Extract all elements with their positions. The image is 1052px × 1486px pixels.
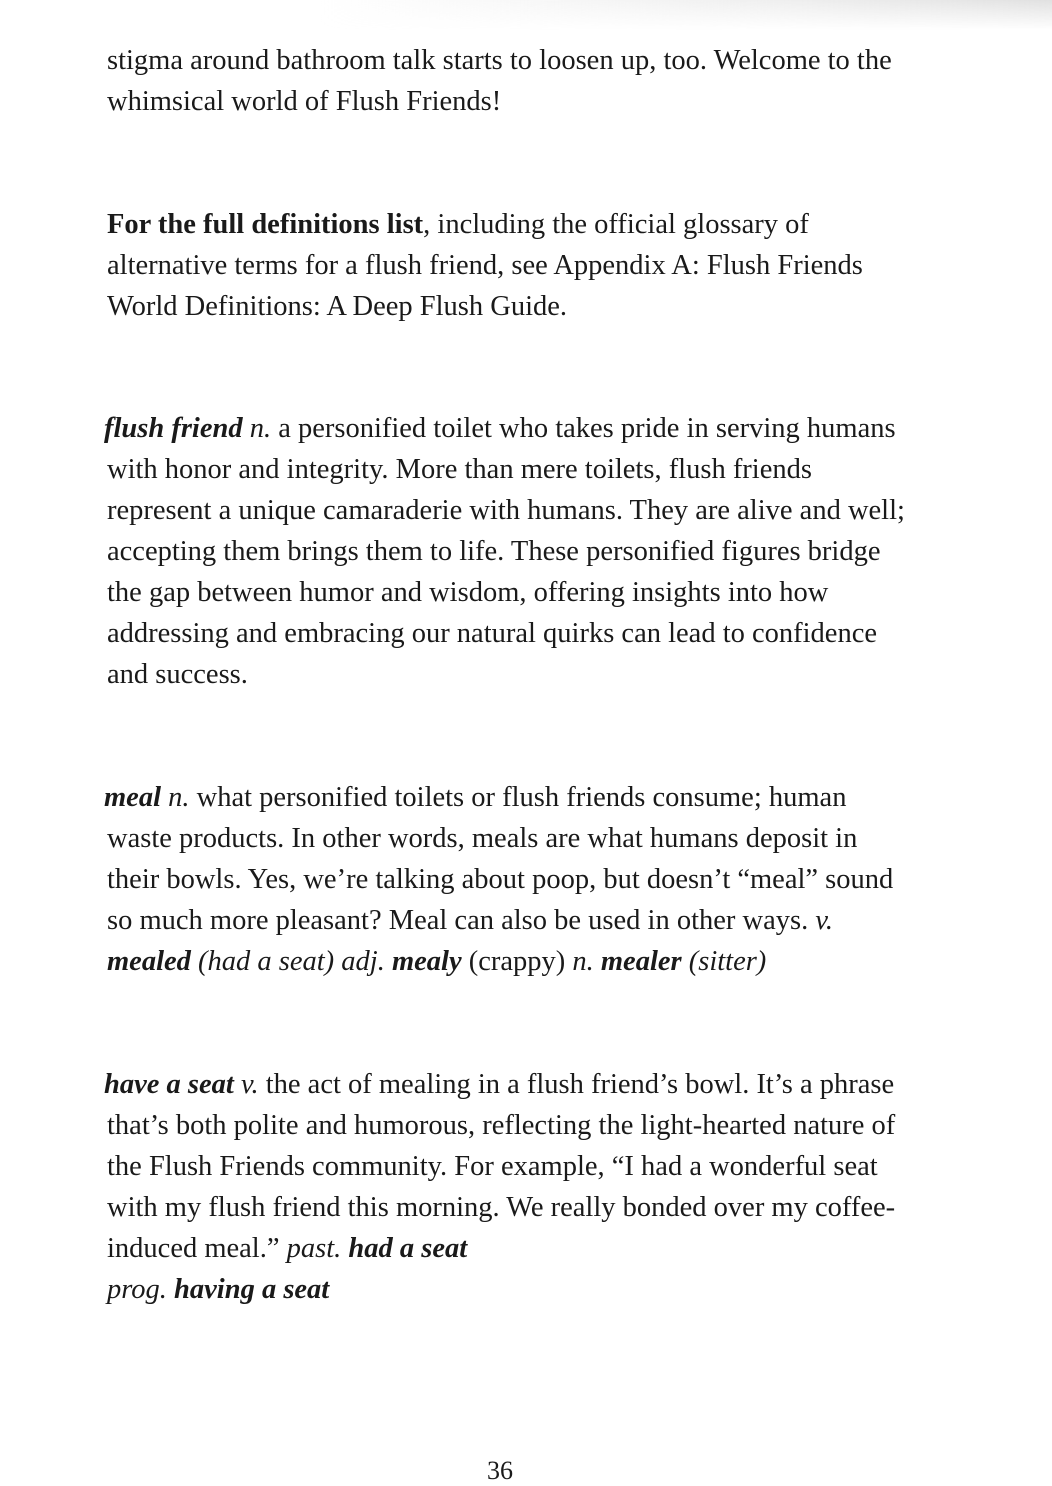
definition-have-a-seat bbox=[104, 1064, 907, 1310]
verb-form: mealed bbox=[107, 946, 191, 977]
verb-abbr: v. bbox=[815, 905, 833, 936]
noun-form: mealer bbox=[600, 946, 682, 977]
definition-text: the act of mealing in a flush friend’s bowl. It’s a phrase that’s both polite and humorous, reflecting the light-hearted nature of the Flush Friends community. For example, “I had a wonderful seat with my flush friend this morning. We really bonded over my coffee-induced meal.” bbox=[107, 1069, 896, 1264]
intro-text: stigma around bathroom talk starts to loosen up, too. Welcome to the whimsical world of Flush Friends! bbox=[107, 45, 892, 117]
verb-gloss: (had a seat) bbox=[190, 946, 342, 977]
definition-term: meal bbox=[104, 782, 161, 813]
full-definitions-text: , including the official glossary of alternative terms for a flush friend, see Appendix A: Flush Friends World Definitions: A Deep Flush Guide. bbox=[107, 209, 863, 322]
full-definitions-lead: For the full definitions list bbox=[107, 209, 424, 240]
noun-gloss: (sitter) bbox=[681, 946, 767, 977]
progressive-form: having a seat bbox=[174, 1274, 330, 1305]
past-form: had a seat bbox=[348, 1233, 468, 1264]
progressive-abbr: prog. bbox=[107, 1274, 175, 1305]
definition-term: flush friend bbox=[104, 413, 243, 444]
part-of-speech: v. bbox=[233, 1069, 259, 1100]
full-definitions-note bbox=[107, 204, 907, 327]
definition-flush-friend bbox=[104, 408, 907, 695]
past-abbr: past. bbox=[286, 1233, 349, 1264]
noun-abbr: n. bbox=[572, 946, 601, 977]
adjective-abbr: adj. bbox=[341, 946, 392, 977]
definition-text: a personified toilet who takes pride in serving humans with honor and integrity. More than mere toilets, flush friends represent a unique camaraderie with humans. They are alive and well; accepting them brings them to life. These personified figures bridge the gap between humor and wisdom, offering insights into how addressing and embracing our natural quirks can lead to confidence and success. bbox=[107, 413, 905, 690]
definition-meal bbox=[104, 777, 907, 982]
page-body bbox=[104, 40, 907, 1310]
adjective-form: mealy bbox=[391, 946, 462, 977]
adjective-gloss: (crappy) bbox=[461, 946, 573, 977]
definition-term: have a seat bbox=[104, 1069, 234, 1100]
page-edge-shadow bbox=[0, 0, 1052, 30]
part-of-speech: n. bbox=[242, 413, 272, 444]
intro-paragraph bbox=[107, 40, 907, 122]
part-of-speech: n. bbox=[161, 782, 190, 813]
definition-text: what personified toilets or flush friends consume; human waste products. In other words, meals are what humans deposit in their bowls. Yes, we’re talking about poop, but doesn’t “meal” sound so much more pleasant? Meal can also be used in other ways. bbox=[107, 782, 894, 936]
page-number: 36 bbox=[487, 1456, 513, 1485]
